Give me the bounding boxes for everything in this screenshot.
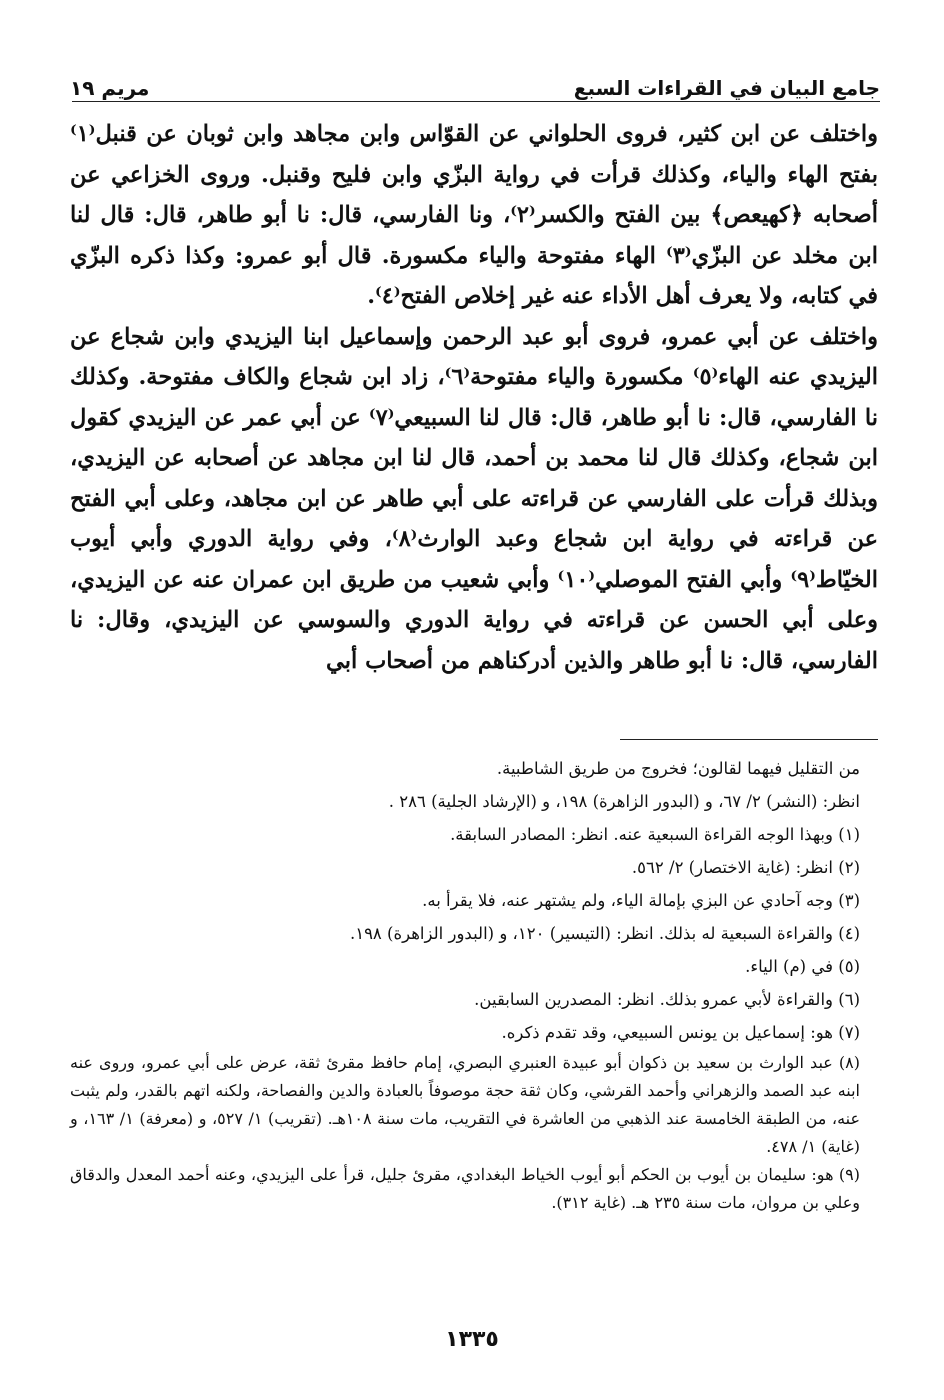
footnote: (٧) هو: إسماعيل بن يونس السبيعي، وقد تقدم ذكره. [501,1023,860,1042]
footnote: انظر: (النشر) ٢/ ٦٧، و (البدور الزاهرة) ١٩٨، و (الإرشاد الجلية) ٢٨٦ . [388,792,860,811]
page-number: ١٣٣٥ [445,1327,499,1352]
footnotes-list [70,752,860,1217]
footnote-divider [620,739,878,740]
footnote: (٥) في (م) الياء. [745,957,860,976]
footnote: (٩) هو: سليمان بن أيوب بن الحكم أبو أيوب الخياط البغدادي، مقرئ جليل، قرأ على اليزيدي، وعنه أحمد المعدل والدقاق وعلي بن مروان، مات سنة ٢٣٥ هـ. (غاية ٣١٢). [70,1165,860,1212]
footnote: (٦) والقراءة لأبي عمرو بذلك. انظر: المصدرين السابقين. [474,990,860,1009]
book-title: جامع البيان في القراءات السبع [573,76,880,100]
footnote: من التقليل فيهما لقالون؛ فخروج من طريق الشاطبية. [496,759,860,778]
main-body-text [70,114,878,681]
footnote: (١) وبهذا الوجه القراءة السبعية عنه. انظر: المصادر السابقة. [450,825,860,844]
footnote: (٢) انظر: (غاية الاختصار) ٢/ ٥٦٢. [631,858,860,877]
paragraph: واختلف عن ابن كثير، فروى الحلواني عن القوّاس وابن مجاهد وابن ثوبان عن قنبل⁽١⁾ بفتح الهاء والياء، وكذلك قرأت في رواية البزّي وابن فليح وقنبل. وروى الخزاعي عن أصحابه ﴿كهيعص﴾ بين الفتح والكسر⁽٢⁾، ونا الفارسي، قال: نا أبو طاهر، قال: قال لنا ابن مخلد عن البزّي⁽٣⁾ الهاء مفتوحة والياء مكسورة. قال أبو عمرو: وكذا ذكره البزّي في كتابه، ولا يعرف أهل الأداء عنه غير إخلاص الفتح⁽٤⁾. [70,121,879,309]
header-divider [72,101,880,102]
surah-label: مريم ١٩ [70,76,150,100]
running-header [70,60,880,100]
footnote: (٤) والقراءة السبعية له بذلك. انظر: (التيسير) ١٢٠، و (البدور الزاهرة) ١٩٨. [349,924,860,943]
paragraph: واختلف عن أبي عمرو، فروى أبو عبد الرحمن وإسماعيل ابنا اليزيدي وابن شجاع عن اليزيدي عنه الهاء⁽٥⁾ مكسورة والياء مفتوحة⁽٦⁾، زاد ابن شجاع والكاف مفتوحة. وكذلك نا الفارسي، قال: نا أبو طاهر، قال: قال لنا السبيعي⁽٧⁾ عن أبي عمر عن اليزيدي كقول ابن شجاع، وكذلك قال لنا محمد بن أحمد، قال لنا ابن مجاهد عن أصحابه عن اليزيدي، وبذلك قرأت على الفارسي عن قراءته على أبي طاهر عن ابن مجاهد، وعلى أبي الفتح عن قراءته في رواية ابن شجاع وعبد الوارث⁽٨⁾، وفي رواية الدوري وأبي أيوب الخيّاط⁽٩⁾ وأبي الفتح الموصلي⁽١٠⁾ وأبي شعيب من طريق ابن عمران عنه عن اليزيدي، وعلى أبي الحسن عن قراءته في رواية الدوري والسوسي عن اليزيدي، وقال: نا الفارسي، قال: نا أبو طاهر والذين أدركناهم من أصحاب أبي [70,323,878,674]
footnote: (٣) وجه آحادي عن البزي بإمالة الياء، ولم يشتهر عنه، فلا يقرأ به. [422,891,860,910]
footnote: (٨) عبد الوارث بن سعيد بن ذكوان أبو عبيدة العنبري البصري، إمام حافظ مقرئ ثقة، عرض على أبي عمرو، وروى عنه ابنه عبد الصمد والزهراني وأحمد القرشي، وكان ثقة حجة موصوفاً بالعبادة والدين والفصاحة، ولكنه اتهم بالقدر، ولم يثبت عنه، من الطبقة الخامسة عند الذهبي من العاشرة في التقريب، مات سنة ١٠٨هـ. (تقريب) ١/ ٥٢٧، و (معرفة) ١/ ١٦٣، و (غاية) ١/ ٤٧٨. [70,1053,861,1156]
